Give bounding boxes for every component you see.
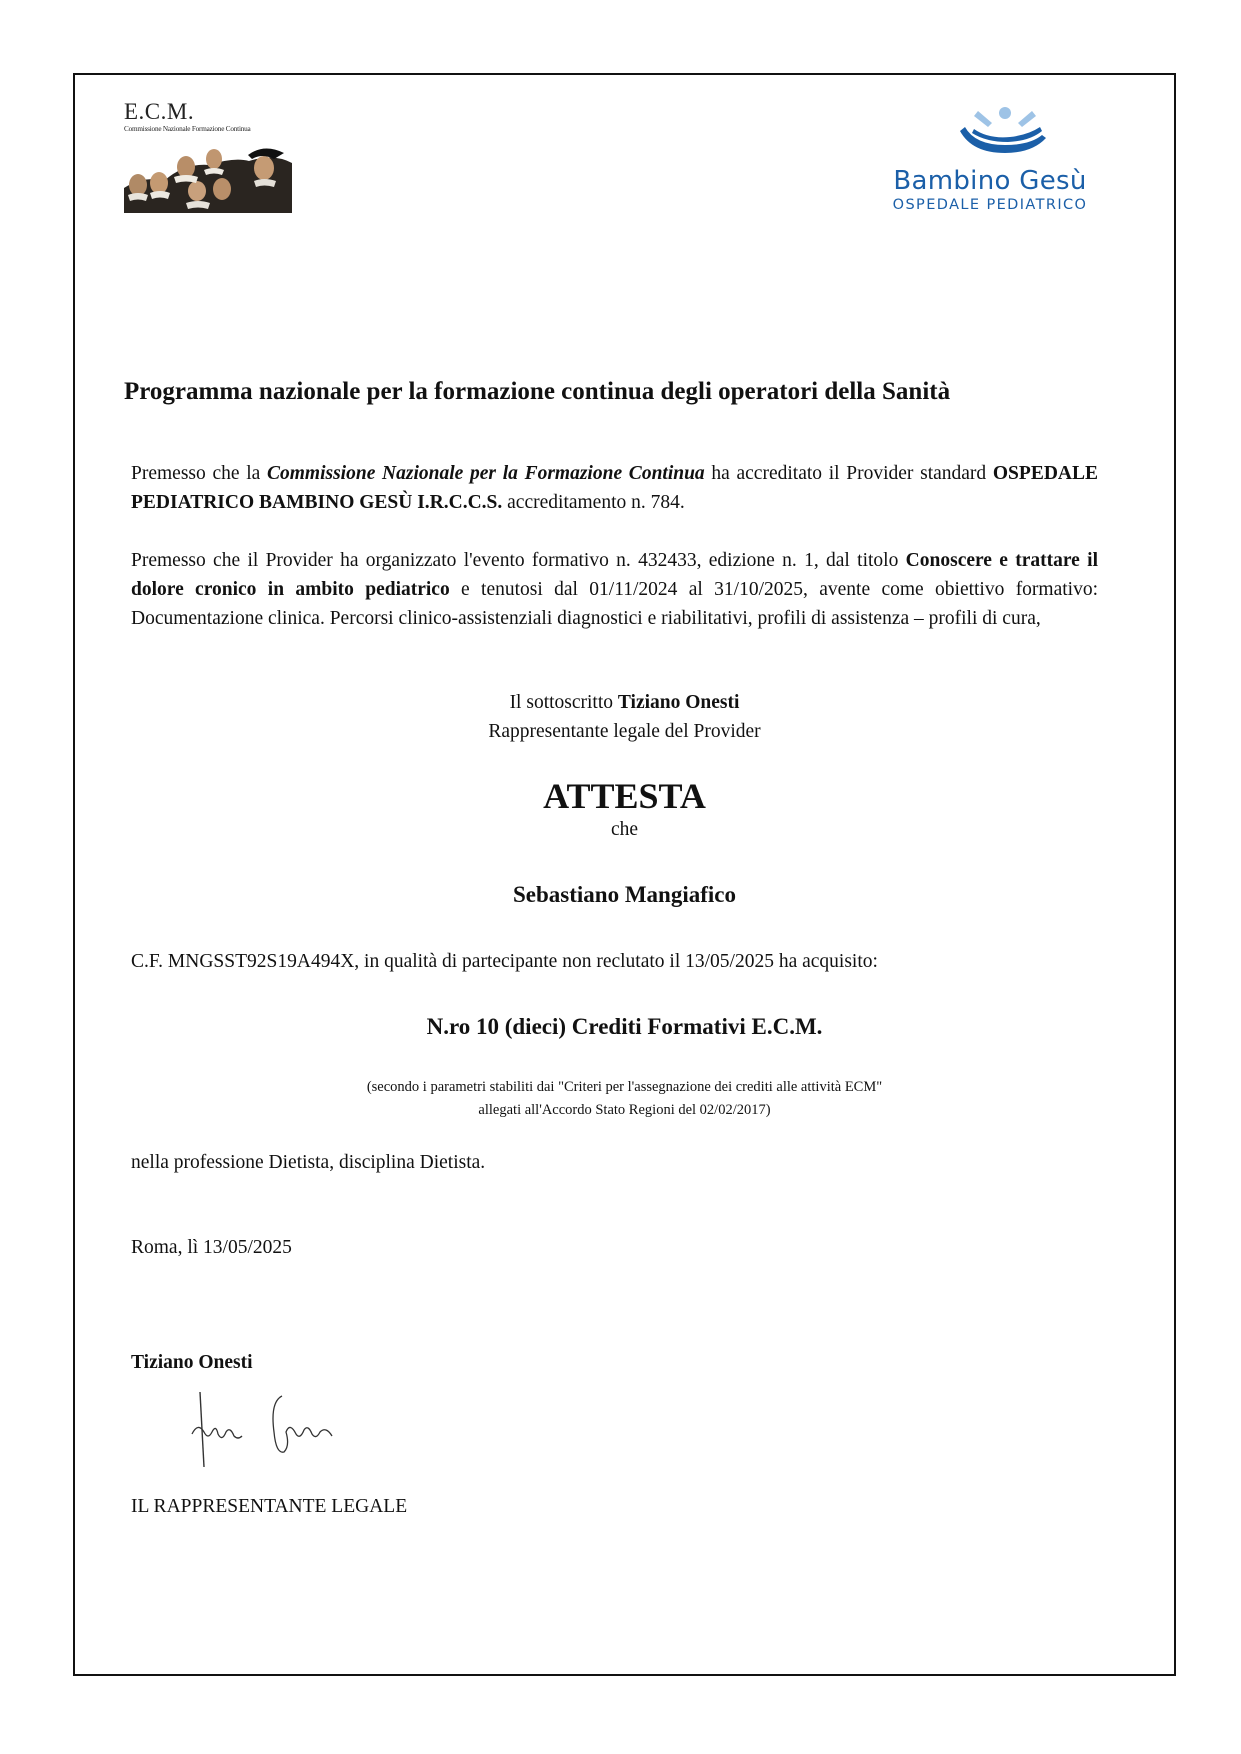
commissione-name: Commissione Nazionale per la Formazione Continua <box>267 463 705 484</box>
criteri-line-2: allegati all'Accordo Stato Regioni del 02/02/2017) <box>478 1102 771 1118</box>
premessa2-pre: Premesso che il Provider ha organizzato l'evento formativo n. 432433, edizione n. 1, dal titolo <box>131 550 906 571</box>
premessa1-mid: ha accreditato il Provider standard <box>704 463 993 484</box>
ecm-logo-subtitle: Commissione Nazionale Formazione Continua <box>124 125 251 133</box>
criteri-line-1: (secondo i parametri stabiliti dai "Criteri per l'assegnazione dei crediti alle attività ECM" <box>366 1079 883 1095</box>
premessa-accreditamento <box>131 459 1098 517</box>
event-title: Conoscere e trattare il dolore cronico in ambito pediatrico <box>131 550 1098 600</box>
crediti-ecm: N.ro 10 (dieci) Crediti Formativi E.C.M. <box>426 1014 823 1039</box>
codice-fiscale-line: C.F. MNGSST92S19A494X, in qualità di partecipante non reclutato il 13/05/2025 ha acquisito: <box>131 951 878 972</box>
sottoscritto-role: Rappresentante legale del Provider <box>488 721 761 742</box>
hand-and-child-icon <box>870 105 1110 155</box>
premessa2-post: e tenutosi dal 01/11/2024 al 31/10/2025, avente come obiettivo formativo: Documentazione clinica. Percorsi clinico-assistenziali diagnostici e riabilitativi, profili di assistenza – profili di cura, <box>131 579 1099 629</box>
criteri-note <box>73 1076 1176 1122</box>
sottoscritto-pre: Il sottoscritto <box>509 692 618 713</box>
sottoscritto-name: Tiziano Onesti <box>617 692 740 713</box>
participant-name: Sebastiano Mangiafico <box>513 882 736 907</box>
provider-logo-subtitle: OSPEDALE PEDIATRICO <box>892 197 1088 213</box>
sottoscritto-block <box>73 688 1176 746</box>
attesta-title: ATTESTA <box>543 776 706 816</box>
signatory-name: Tiziano Onesti <box>131 1352 253 1373</box>
ecm-logo-painting <box>124 143 292 213</box>
che-label: che <box>610 819 639 840</box>
signatory-role: IL RAPPRESENTANTE LEGALE <box>131 1496 408 1517</box>
provider-logo-name: Bambino Gesù <box>893 166 1087 196</box>
professione-line: nella professione Dietista, disciplina Dietista. <box>131 1152 486 1173</box>
premessa1-pre: Premesso che la <box>131 463 267 484</box>
anatomy-lesson-painting-icon <box>124 143 292 213</box>
document-heading: Programma nazionale per la formazione continua degli operatori della Sanità <box>124 378 951 405</box>
ecm-logo <box>124 100 296 213</box>
premessa-evento <box>131 546 1098 633</box>
signature-icon <box>190 1392 350 1472</box>
provider-logo <box>870 105 1110 213</box>
provider-name: OSPEDALE PEDIATRICO BAMBINO GESÙ I.R.C.C.S. <box>131 463 1098 513</box>
ecm-logo-title: E.C.M. <box>124 99 195 124</box>
luogo-data: Roma, lì 13/05/2025 <box>131 1237 292 1258</box>
premessa1-post: accreditamento n. 784. <box>502 492 685 513</box>
